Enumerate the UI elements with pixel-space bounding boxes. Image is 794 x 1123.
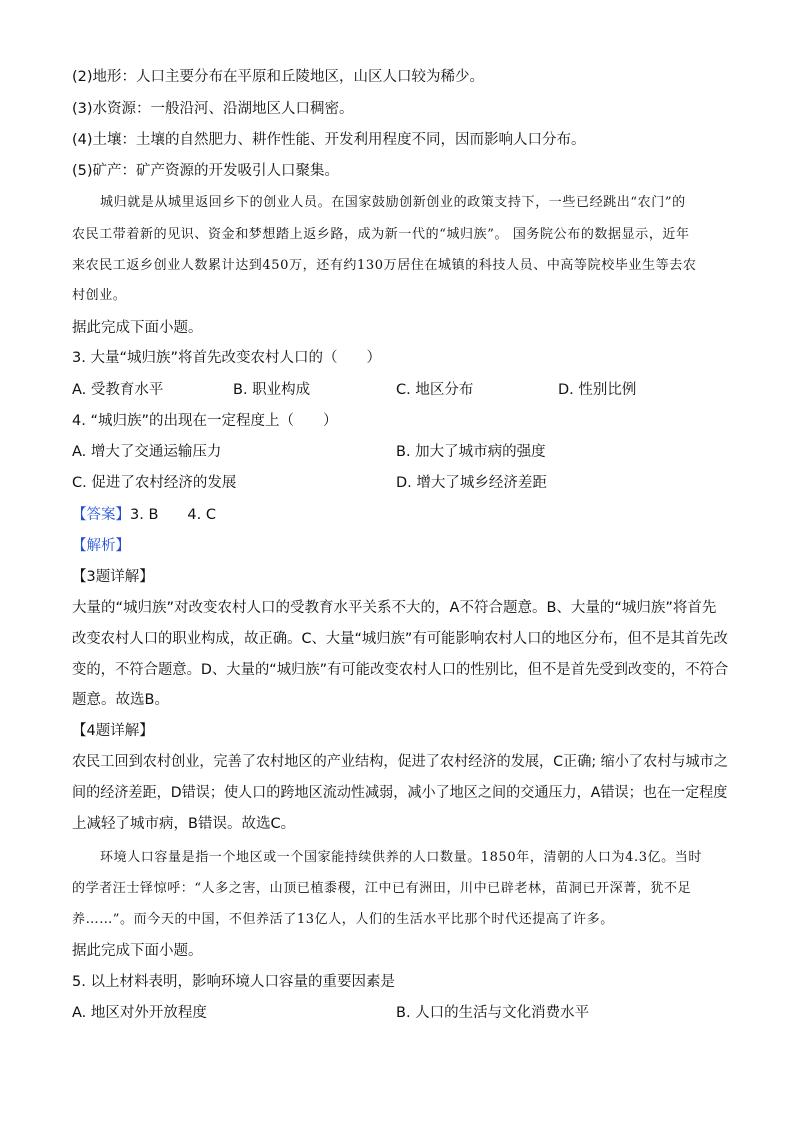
analysis-tag: 【解析】 — [72, 538, 130, 554]
q3-detail-line: 题意。故选B。 — [72, 692, 169, 708]
q4-option-b: B. 加大了城市病的强度 — [396, 444, 546, 460]
question-5-stem: 5. 以上材料表明，影响环境人口容量的重要因素是 — [72, 974, 395, 990]
factor-soil: (4)土壤：土壤的自然肥力、耕作性能、开发利用程度不同，因而影响人口分布。 — [72, 132, 586, 148]
q4-detail-tag: 【4题详解】 — [72, 723, 154, 739]
q3-option-a: A. 受教育水平 — [72, 382, 164, 398]
q3-option-d: D. 性别比例 — [558, 382, 637, 398]
instruction-text: 据此完成下面小题。 — [72, 943, 203, 959]
q4-option-c: C. 促进了农村经济的发展 — [72, 475, 237, 491]
passage1-line: 村创业。 — [72, 288, 127, 303]
instruction-text: 据此完成下面小题。 — [72, 320, 203, 336]
factor-water: (3)水资源：一般沿河、沿湖地区人口稠密。 — [72, 101, 354, 117]
q3-detail-line: 改变农村人口的职业构成，故正确。C、大量“城归族”有可能影响农村人口的地区分布，但不是其首先改 — [72, 631, 728, 647]
q3-detail-tag: 【3题详解】 — [72, 569, 154, 585]
passage1-line: 农民工带着新的见识、资金和梦想踏上返乡路，成为新一代的“城归族”。 国务院公布的数据显示，近年 — [72, 227, 690, 242]
q4-option-d: D. 增大了城乡经济差距 — [396, 475, 547, 491]
question-3-stem: 3. 大量“城归族”将首先改变农村人口的（ ） — [72, 350, 381, 366]
q3-detail-line: 大量的“城归族”对改变农村人口的受教育水平关系不大的，A不符合题意。B、大量的“城归族”将首先 — [72, 600, 717, 616]
q3-detail-line: 变的，不符合题意。D、大量的“城归族”有可能改变农村人口的性别比，但不是首先受到改变的，不符合 — [72, 662, 729, 678]
factor-terrain: (2)地形：人口主要分布在平原和丘陵地区，山区人口较为稀少。 — [72, 69, 485, 85]
passage1-line: 来农民工返乡创业人数累计达到450万，还有约130万居住在城镇的科技人员、中高等院校毕业生等去农 — [72, 258, 697, 273]
q4-option-a: A. 增大了交通运输压力 — [72, 444, 222, 460]
q4-detail-line: 农民工回到农村创业，完善了农村地区的产业结构，促进了农村经济的发展，C正确; 缩小了农村与城市之 — [72, 754, 728, 770]
passage2-line: 的学者汪士铎惊呼：“人多之害，山顶已植黍稷，江中已有洲田，川中已辟老林，苗洞已开深菁，犹不足 — [72, 881, 692, 896]
passage2-line: 养……”。而今天的中国，不但养活了13亿人，人们的生活水平比那个时代还提高了许多。 — [72, 912, 614, 927]
q4-detail-line: 上减轻了城市病，B错误。故选C。 — [72, 816, 296, 832]
q4-detail-line: 间的经济差距，D错误；使人口的跨地区流动性减弱，减小了地区之间的交通压力，A错误；也在一定程度 — [72, 785, 728, 801]
q5-option-a: A. 地区对外开放程度 — [72, 1005, 207, 1021]
passage2-line: 环境人口容量是指一个地区或一个国家能持续供养的人口数量。1850年，清朝的人口为4.3亿。当时 — [100, 850, 702, 865]
answer-text: 3. B 4. C — [130, 507, 216, 523]
answer-row — [72, 505, 216, 525]
factor-minerals: (5)矿产：矿产资源的开发吸引人口聚集。 — [72, 163, 340, 179]
q3-option-c: C. 地区分布 — [396, 382, 474, 398]
q5-option-b: B. 人口的生活与文化消费水平 — [396, 1005, 590, 1021]
answer-tag: 【答案】 — [72, 507, 130, 523]
passage1-line: 城归就是从城里返回乡下的创业人员。在国家鼓励创新创业的政策支持下，一些已经跳出“农门”的 — [100, 195, 686, 210]
question-4-stem: 4. “城归族”的出现在一定程度上（ ） — [72, 413, 338, 429]
q3-option-b: B. 职业构成 — [233, 382, 311, 398]
